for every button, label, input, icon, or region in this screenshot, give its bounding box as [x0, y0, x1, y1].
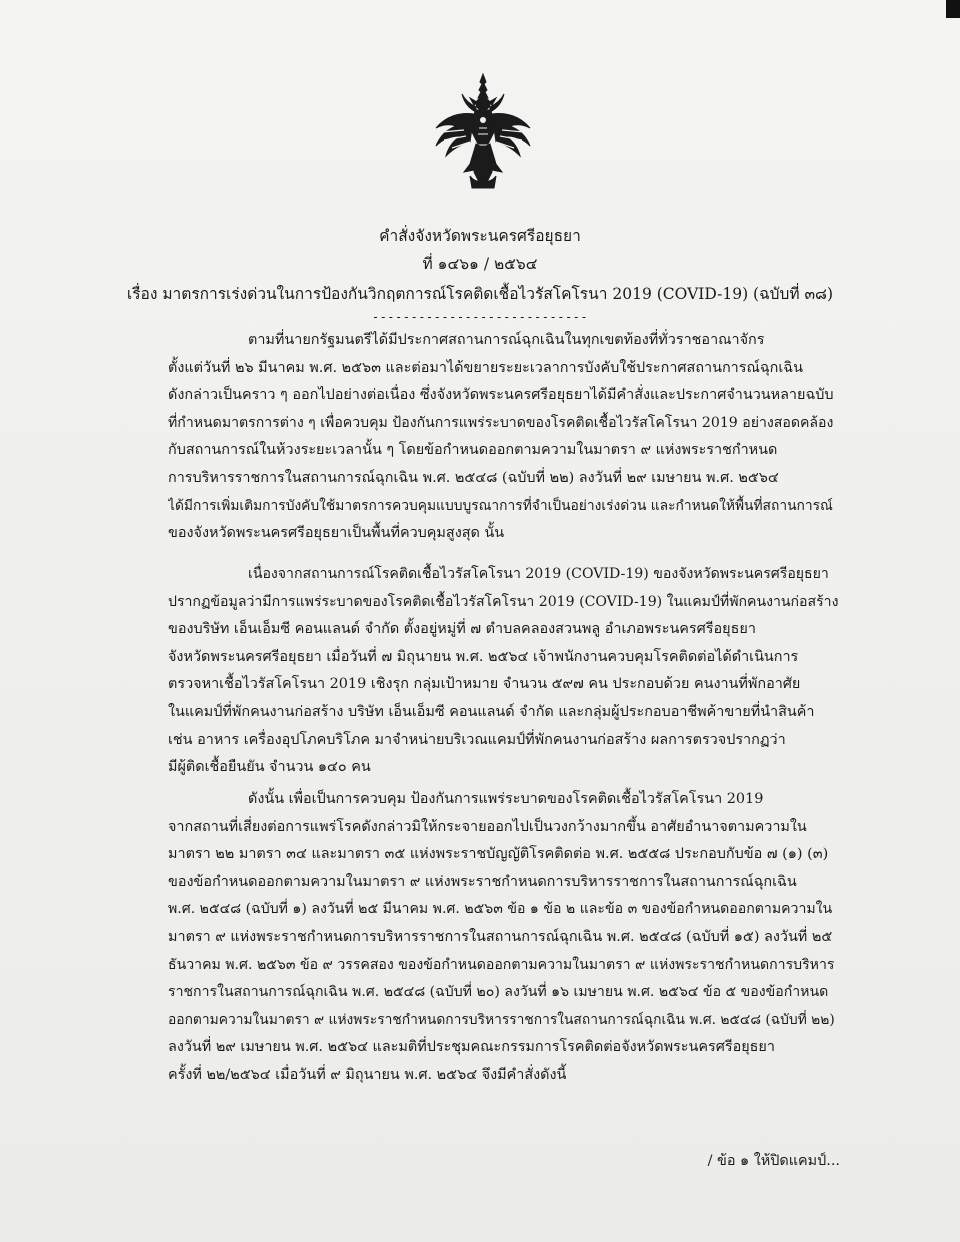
paragraph-line: ปรากฏข้อมูลว่ามีการแพร่ระบาดของโรคติดเชื้อไวรัสโคโรนา 2019 (COVID-19) ในแคมป์ที่พักคนงานก่อสร้าง [168, 593, 838, 610]
paragraph-line: มาตรา ๙ แห่งพระราชกำหนดการบริหารราชการในสถานการณ์ฉุกเฉิน พ.ศ. ๒๕๔๘ (ฉบับที่ ๑๕) ลงวันที่ ๒๕ [168, 928, 833, 945]
paragraph-line: เช่น อาหาร เครื่องอุปโภคบริโภค มาจำหน่ายบริเวณแคมป์ที่พักคนงานก่อสร้าง ผลการตรวจปรากฏว่า [168, 731, 786, 748]
paragraph-line: ธันวาคม พ.ศ. ๒๕๖๓ ข้อ ๙ วรรคสอง ของข้อกำหนดออกตามความในมาตรา ๙ แห่งพระราชกำหนดการบริหาร [168, 956, 835, 973]
paragraph-line: ที่กำหนดมาตรการต่าง ๆ เพื่อควบคุม ป้องกันการแพร่ระบาดของโรคติดเชื้อไวรัสโคโรนา 2019 อย่างสอดคล้อง [168, 414, 834, 431]
paragraph-line: มีผู้ติดเชื้อยืนยัน จำนวน ๑๔๐ คน [168, 759, 371, 776]
paragraph-line: กับสถานการณ์ในห้วงระยะเวลานั้น ๆ โดยข้อกำหนดออกตามความในมาตรา ๙ แห่งพระราชกำหนด [168, 442, 778, 459]
paragraph-line: ครั้งที่ ๒๒/๒๕๖๔ เมื่อวันที่ ๙ มิถุนายน พ.ศ. ๒๕๖๔ จึงมีคำสั่งดังนี้ [168, 1066, 567, 1083]
paragraph-line: ได้มีการเพิ่มเติมการบังคับใช้มาตรการควบคุมแบบบูรณาการที่จำเป็นอย่างเร่งด่วน และกำหนดให้พื้นที่สถานการณ์ [168, 497, 833, 514]
paragraph-line: จากสถานที่เสี่ยงต่อการแพร่โรคดังกล่าวมิให้กระจายออกไปเป็นวงกว้างมากขึ้น อาศัยอำนาจตามความใน [168, 818, 807, 835]
paragraph-line: ออกตามความในมาตรา ๙ แห่งพระราชกำหนดการบริหารราชการในสถานการณ์ฉุกเฉิน พ.ศ. ๒๕๔๘ (ฉบับที่ ๒๒) [168, 1011, 835, 1028]
continuation-note: / ข้อ ๑ ให้ปิดแคมป์... [707, 1153, 840, 1169]
order-title: คำสั่งจังหวัดพระนครศรีอยุธยา [379, 227, 581, 245]
paragraph-line: ของบริษัท เอ็นเอ็มซี คอนแลนด์ จำกัด ตั้งอยู่หมู่ที่ ๗ ตำบลคลองสวนพลู อำเภอพระนครศรีอยุธยา [168, 621, 756, 638]
paragraph-line: ตามที่นายกรัฐมนตรีได้มีประกาศสถานการณ์ฉุกเฉินในทุกเขตท้องที่ทั่วราชอาณาจักร [248, 332, 765, 348]
paragraph-line: ตรวจหาเชื้อไวรัสโคโรนา 2019 เชิงรุก กลุ่มเป้าหมาย จำนวน ๕๙๗ คน ประกอบด้วย คนงานที่พักอาศัย [168, 676, 801, 693]
paragraph-line: เนื่องจากสถานการณ์โรคติดเชื้อไวรัสโคโรนา 2019 (COVID-19) ของจังหวัดพระนครศรีอยุธยา [248, 566, 829, 582]
paragraph-line: ลงวันที่ ๒๙ เมษายน พ.ศ. ๒๕๖๔ และมติที่ประชุมคณะกรรมการโรคติดต่อจังหวัดพระนครศรีอยุธยา [168, 1039, 775, 1056]
paragraph-line: ของจังหวัดพระนครศรีอยุธยาเป็นพื้นที่ควบคุมสูงสุด นั้น [168, 525, 505, 542]
paragraph-line: การบริหารราชการในสถานการณ์ฉุกเฉิน พ.ศ. ๒๕๔๘ (ฉบับที่ ๒๒) ลงวันที่ ๒๙ เมษายน พ.ศ. ๒๕๖๔ [168, 469, 779, 486]
paragraph-line: พ.ศ. ๒๕๔๘ (ฉบับที่ ๑) ลงวันที่ ๒๕ มีนาคม พ.ศ. ๒๕๖๓ ข้อ ๑ ข้อ ๒ และข้อ ๓ ของข้อกำหนดออกตามความใน [168, 901, 833, 918]
header-divider: ---------------------------- [371, 310, 589, 324]
paragraph-line: จังหวัดพระนครศรีอยุธยา เมื่อวันที่ ๗ มิถุนายน พ.ศ. ๒๕๖๔ เจ้าพนักงานควบคุมโรคติดต่อได้ดำเนินการ [168, 648, 799, 665]
scan-edge-mark [946, 0, 960, 18]
paragraph-line: มาตรา ๒๒ มาตรา ๓๔ และมาตรา ๓๕ แห่งพระราชบัญญัติโรคติดต่อ พ.ศ. ๒๕๕๘ ประกอบกับข้อ ๗ (๑) (๓) [168, 846, 829, 863]
paragraph-line: ของข้อกำหนดออกตามความในมาตรา ๙ แห่งพระราชกำหนดการบริหารราชการในสถานการณ์ฉุกเฉิน [168, 873, 797, 890]
paragraph-line: ราชการในสถานการณ์ฉุกเฉิน พ.ศ. ๒๕๔๘ (ฉบับที่ ๒๐) ลงวันที่ ๑๖ เมษายน พ.ศ. ๒๕๖๔ ข้อ ๕ ของข้อกำหนด [168, 984, 829, 1001]
garuda-emblem-icon [430, 72, 536, 192]
paragraph-line: ตั้งแต่วันที่ ๒๖ มีนาคม พ.ศ. ๒๕๖๓ และต่อมาได้ขยายระยะเวลาการบังคับใช้ประกาศสถานการณ์ฉุกเฉิน [168, 359, 803, 376]
paragraph-line: ดังนั้น เพื่อเป็นการควบคุม ป้องกันการแพร่ระบาดของโรคติดเชื้อไวรัสโคโรนา 2019 [248, 791, 764, 807]
paragraph-line: ดังกล่าวเป็นคราว ๆ ออกไปอย่างต่อเนื่อง ซึ่งจังหวัดพระนครศรีอยุธยาได้มีคำสั่งและประกาศจำนวนหลายฉบับ [168, 387, 834, 404]
paragraph-1 [168, 327, 838, 548]
paragraph-2 [168, 561, 838, 782]
paragraph-line: ในแคมป์ที่พักคนงานก่อสร้าง บริษัท เอ็นเอ็มซี คอนแลนด์ จำกัด และกลุ่มผู้ประกอบอาชีพค้าขายที่นำสินค้า [168, 703, 815, 720]
paragraph-3 [168, 786, 838, 1090]
order-number: ที่ ๑๔๖๑ / ๒๕๖๔ [422, 255, 538, 273]
order-subject: เรื่อง มาตรการเร่งด่วนในการป้องกันวิกฤตการณ์โรคติดเชื้อไวรัสโคโรนา 2019 (COVID-19) (ฉบับที่ ๓๘) [126, 285, 834, 303]
